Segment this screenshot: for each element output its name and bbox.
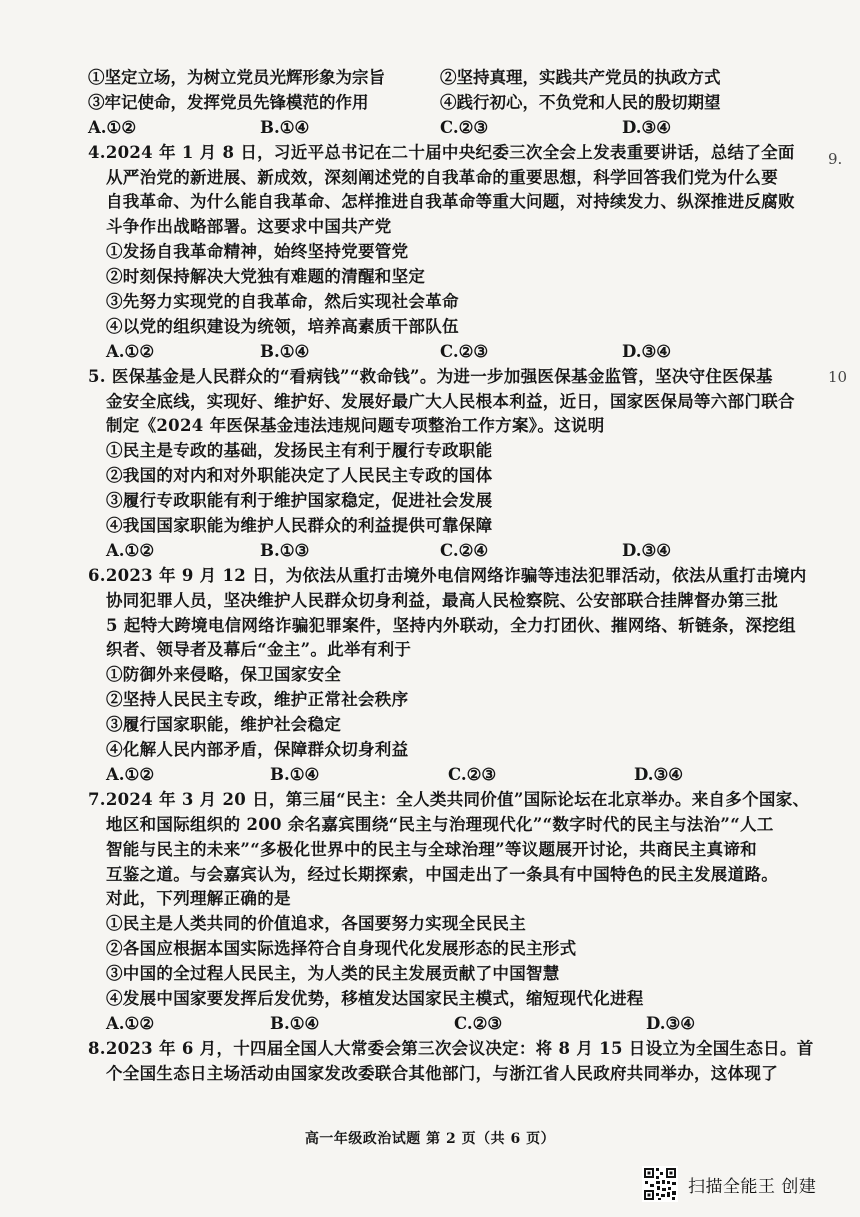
q6-choice-a: A.①② [106,764,155,784]
question-5 [88,365,795,564]
q4-line-1: 4.2024 年 1 月 8 日，习近平总书记在二十届中央纪委三次全会上发表重要讲话，总结了全面 [88,142,795,162]
q6-option-3: ③履行国家职能，维护社会稳定 [106,715,342,735]
q7-choice-a: A.①② [106,1013,155,1033]
q4-choices [88,340,778,365]
scanner-watermark [642,1166,816,1202]
q4-line-2: 从严治党的新进展、新成效，深刻阐述党的自我革命的重要思想，科学回答我们党为什么要 [106,167,778,187]
question-7 [88,788,810,1037]
q4-line-4: 斗争作出战略部署。这要求中国共产党 [106,217,392,237]
q6-option-1: ①防御外来侵略，保卫国家安全 [106,665,342,685]
q7-line-2: 地区和国际组织的 200 余名嘉宾围绕“民主与治理现代化”“数字时代的民主与法治”“人工 [106,814,774,834]
q3-option-1: ①坚定立场，为树立党员光辉形象为宗旨 [88,68,385,87]
q7-choice-d: D.③④ [646,1013,696,1033]
q3-options-row-1 [88,66,778,91]
q4-choice-d: D.③④ [622,341,672,361]
q6-option-4: ④化解人民内部矛盾，保障群众切身利益 [106,740,409,760]
q3-option-2: ②坚持真理，实践共产党员的执政方式 [440,68,721,87]
q5-choice-a: A.①② [106,540,155,560]
q6-line-2: 协同犯罪人员，坚决维护人民群众切身利益，最高人民检察院、公安部联合挂牌督办第三批 [106,590,778,610]
q7-line-3: 智能与民主的未来”“多极化世界中的民主与全球治理”等议题展开讨论，共商民主真谛和 [106,839,757,859]
question-8 [88,1037,814,1087]
q4-choice-b: B.①④ [260,341,310,361]
q6-line-4: 织者、领导者及幕后“金主”。此举有利于 [106,640,412,660]
q5-choice-c: C.②④ [440,540,489,560]
q8-line-2: 个全国生态日主场活动由国家发改委联合其他部门，与浙江省人民政府共同举办，这体现了 [106,1063,778,1083]
q7-choice-b: B.①④ [270,1013,320,1033]
page-content [88,66,814,1087]
qr-code-icon [642,1166,678,1202]
q6-line-3: 5 起特大跨境电信网络诈骗犯罪案件，坚持内外联动，全力打团伙、摧网络、斩链条，深挖组 [106,615,796,635]
q4-choice-a: A.①② [106,341,155,361]
q6-choice-d: D.③④ [634,764,684,784]
q8-line-1: 8.2023 年 6 月，十四届全国人大常委会第三次会议决定：将 8 月 15 日设立为全国生态日。首 [88,1038,814,1058]
q3-choice-a: A.①② [88,117,137,137]
margin-number-10: 10 [828,368,848,386]
q5-choice-b: B.①③ [260,540,310,560]
q5-choices [88,539,778,564]
q5-option-2: ②我国的对内和对外职能决定了人民民主专政的国体 [106,466,493,486]
q7-line-1: 7.2024 年 3 月 20 日，第三届“民主：全人类共同价值”国际论坛在北京举办。来自多个国家、 [88,789,810,809]
q4-line-3: 自我革命、为什么能自我革命、怎样推进自我革命等重大问题，对持续发力、纵深推进反腐败 [106,192,795,212]
q7-option-1: ①民主是人类共同的价值追求，各国要努力实现全民民主 [106,914,526,934]
q4-option-4: ④以党的组织建设为统领，培养高素质干部队伍 [106,316,459,336]
q3-options-row-2 [88,91,778,116]
q7-option-2: ②各国应根据本国实际选择符合自身现代化发展形态的民主形式 [106,939,577,959]
q6-option-2: ②坚持人民民主专政，维护正常社会秩序 [106,690,409,710]
q5-line-3: 制定《2024 年医保基金违法违规问题专项整治工作方案》。这说明 [106,416,605,436]
q5-line-1: 5. 医保基金是人民群众的“看病钱”“救命钱”。为进一步加强医保基金监管，坚决守住医保基 [88,366,773,386]
q7-choices [88,1012,778,1037]
q6-choices [88,763,778,788]
question-6 [88,564,807,788]
q7-option-4: ④发展中国家要发挥后发优势，移植发达国家民主模式，缩短现代化进程 [106,988,644,1008]
q3-choices [88,116,778,141]
q6-choice-c: C.②③ [448,764,497,784]
q3-option-4: ④践行初心，不负党和人民的殷切期望 [440,92,721,112]
q3-option-3: ③牢记使命，发挥党员先锋模范的作用 [88,92,369,112]
q4-choice-c: C.②③ [440,341,489,361]
q3-choice-d: D.③④ [622,117,672,137]
q4-option-3: ③先努力实现党的自我革命，然后实现社会革命 [106,292,459,312]
q6-choice-b: B.①④ [270,764,320,784]
q4-option-1: ①发扬自我革命精神，始终坚持党要管党 [106,242,409,262]
page-footer: 高一年级政治试题 第 2 页（共 6 页） [304,1131,556,1147]
q4-option-2: ②时刻保持解决大党独有难题的清醒和坚定 [106,267,426,287]
q7-choice-c: C.②③ [454,1013,503,1033]
question-4 [88,141,795,365]
q5-option-3: ③履行专政职能有利于维护国家稳定，促进社会发展 [106,491,493,511]
q6-line-1: 6.2023 年 9 月 12 日，为依法从重打击境外电信网络诈骗等违法犯罪活动，依法从重打击境内 [88,565,807,585]
q5-option-1: ①民主是专政的基础，发扬民主有利于履行专政职能 [106,441,493,461]
q7-option-3: ③中国的全过程人民民主，为人类的民主发展贡献了中国智慧 [106,964,560,984]
q5-option-4: ④我国国家职能为维护人民群众的利益提供可靠保障 [106,516,493,536]
q5-line-2: 金安全底线，实现好、维护好、发展好最广大人民根本利益，近日，国家医保局等六部门联合 [106,391,795,411]
watermark-text: 扫描全能王 创建 [688,1176,817,1197]
q3-choice-b: B.①④ [260,117,310,137]
q3-choice-c: C.②③ [440,117,489,137]
q7-line-5: 对此，下列理解正确的是 [106,889,291,909]
q5-choice-d: D.③④ [622,540,672,560]
q7-line-4: 互鉴之道。与会嘉宾认为，经过长期探索，中国走出了一条具有中国特色的民主发展道路。 [106,864,778,884]
margin-number-9: 9. [828,150,843,168]
